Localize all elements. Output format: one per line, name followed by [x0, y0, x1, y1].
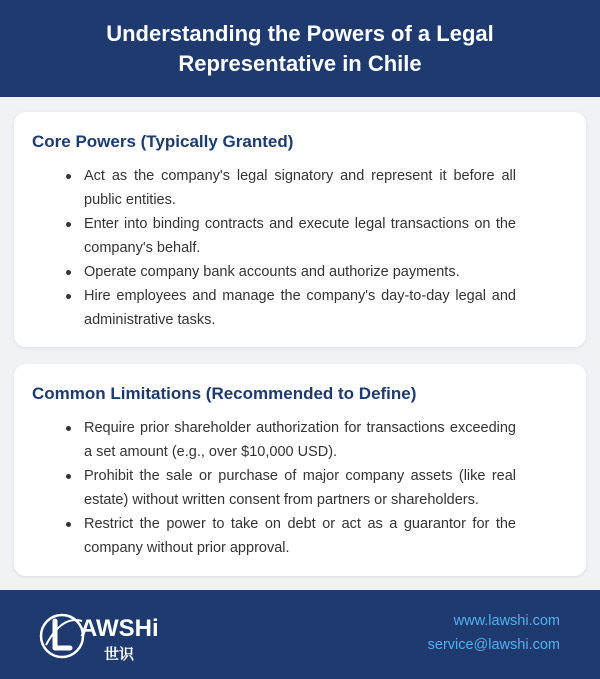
core-powers-heading: Core Powers (Typically Granted) [32, 132, 294, 151]
limitations-list [32, 416, 568, 560]
email-link[interactable]: service@lawshi.com [427, 637, 560, 653]
list-item: Hire employees and manage the company's day-to-day legal and administrative tasks. [84, 284, 516, 332]
list-item: Prohibit the sale or purchase of major company assets (like real estate) without written consent from partners or shareholders. [84, 464, 516, 512]
contact-info [428, 609, 560, 657]
footer [0, 590, 600, 679]
list-item: Restrict the power to take on debt or act as a guarantor for the company without prior approval. [84, 512, 516, 560]
list-item: Enter into binding contracts and execute legal transactions on the company's behalf. [84, 212, 516, 260]
core-powers-list [32, 164, 568, 332]
header-banner [0, 0, 600, 97]
list-item: Require prior shareholder authorization for transactions exceeding a set amount (e.g., over $10,000 USD). [84, 416, 516, 464]
page-title: Understanding the Powers of a Legal Representative in Chile [106, 20, 494, 76]
list-item: Operate company bank accounts and authorize payments. [84, 260, 516, 284]
website-link[interactable]: www.lawshi.com [453, 613, 560, 629]
svg-text:AWSHi: AWSHi [80, 615, 159, 642]
svg-text:世识: 世识 [104, 645, 135, 663]
limitations-card [14, 364, 586, 576]
core-powers-card [14, 112, 586, 347]
list-item: Act as the company's legal signatory and represent it before all public entities. [84, 164, 516, 212]
lawshi-logo[interactable] [38, 607, 168, 665]
limitations-heading: Common Limitations (Recommended to Define) [32, 384, 417, 403]
